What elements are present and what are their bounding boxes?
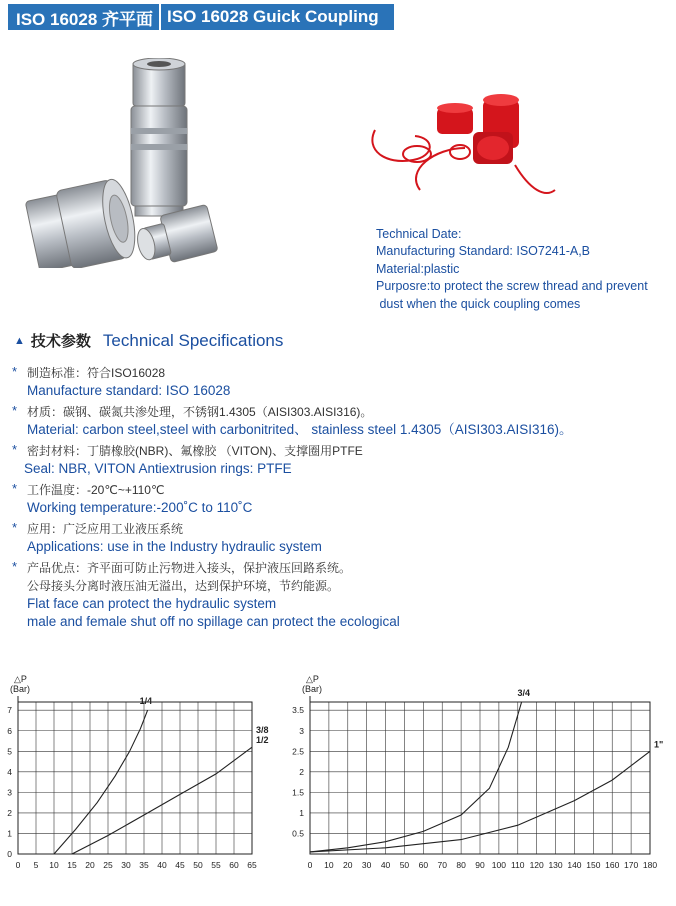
x-tick-label: 60 xyxy=(229,860,239,870)
spec-cn: 密封材料：丁腈橡胶(NBR)、氟橡胶 （VITON)、支撑圈用PTFE xyxy=(27,444,363,458)
y-tick-label: 2.5 xyxy=(292,746,304,757)
y-tick-label: 3.5 xyxy=(292,705,304,716)
x-tick-label: 30 xyxy=(121,860,131,870)
x-tick-label: 170 xyxy=(624,860,639,870)
y-tick-label: 3 xyxy=(7,787,12,798)
spec-en-2: male and female shut off no spillage can protect the ecological xyxy=(27,614,400,629)
x-tick-label: 10 xyxy=(324,860,334,870)
spec-item-standard xyxy=(12,364,672,400)
x-tick-label: 60 xyxy=(418,860,429,870)
y-tick-label: 6 xyxy=(7,725,12,736)
x-tick-label: 80 xyxy=(456,860,466,870)
spec-en: Working temperature:-200˚C to 110˚C xyxy=(27,500,253,515)
spec-item-advantages xyxy=(12,559,672,631)
x-tick-label: 10 xyxy=(49,860,59,870)
x-tick-label: 45 xyxy=(175,860,185,870)
x-tick-label: 20 xyxy=(343,860,353,870)
triangle-icon: ▲ xyxy=(14,334,25,347)
y-tick-label: 2 xyxy=(7,807,12,818)
asterisk-icon: * xyxy=(12,559,18,574)
tech-date-title: Technical Date: xyxy=(376,227,462,241)
series-label: 3/8 xyxy=(256,725,269,736)
x-tick-label: 180 xyxy=(642,860,658,870)
x-tick-label: 70 xyxy=(437,860,447,870)
x-tick-label: 5 xyxy=(33,860,39,870)
x-tick-label: 120 xyxy=(529,860,544,870)
spec-heading-cn: 技术参数 xyxy=(30,333,91,350)
x-tick-label: 90 xyxy=(475,860,485,870)
y-tick-label: 0 xyxy=(7,849,12,859)
y-tick-label: 1 xyxy=(7,828,12,839)
tech-date-purpose: Purposre:to protect the screw thread and prevent xyxy=(376,279,648,294)
y-axis-label: △P xyxy=(306,674,319,684)
spec-cn: 工作温度：-20℃~+110℃ xyxy=(27,483,165,497)
series-line xyxy=(310,702,522,852)
spec-cn: 材质：碳钢、碳氮共渗处理，不锈钢1.4305（AISI303.AISI316)。 xyxy=(27,405,373,419)
x-tick-label: 0 xyxy=(307,860,313,870)
spec-item-temperature xyxy=(12,481,672,517)
plot-frame xyxy=(18,702,252,854)
spec-list xyxy=(12,364,672,634)
asterisk-icon: * xyxy=(12,520,18,535)
series-label: 1/2 xyxy=(256,735,269,746)
spec-cn: 产品优点：齐平面可防止污物进入接头，保护液压回路系统。 xyxy=(27,561,352,575)
series-label: 1" xyxy=(654,739,664,750)
spec-heading xyxy=(14,330,283,351)
x-tick-label: 25 xyxy=(103,860,113,870)
spec-en: Manufacture standard: ISO 16028 xyxy=(27,383,231,398)
spec-cn: 应用：广泛应用工业液压系统 xyxy=(27,522,184,536)
spec-en: Material: carbon steel,steel with carbonitrited、 stainless steel 1.4305（AISI303.AISI316)。 xyxy=(27,422,573,437)
x-tick-label: 110 xyxy=(510,860,525,870)
page-header xyxy=(8,4,394,30)
coupling-product-photo xyxy=(15,58,225,268)
x-tick-label: 40 xyxy=(157,860,167,870)
asterisk-icon: * xyxy=(12,442,18,457)
y-tick-label: 7 xyxy=(7,705,12,716)
asterisk-icon: * xyxy=(12,403,18,418)
x-tick-label: 50 xyxy=(193,860,203,870)
x-tick-label: 100 xyxy=(491,860,506,870)
x-tick-label: 35 xyxy=(139,860,149,870)
y-tick-label: 0.5 xyxy=(292,828,304,839)
series-line xyxy=(54,710,148,854)
y-axis-unit: (Bar) xyxy=(302,684,322,694)
tech-date-purpose-cont: dust when the quick coupling comes xyxy=(376,296,581,311)
y-axis-unit: (Bar) xyxy=(10,684,30,694)
tech-date-material: Material:plastic xyxy=(376,261,460,276)
plastic-cap-photo xyxy=(365,90,560,205)
technical-date-block xyxy=(376,226,671,313)
spec-item-material xyxy=(12,403,672,439)
x-tick-label: 55 xyxy=(211,860,221,870)
spec-en: Flat face can protect the hydraulic system xyxy=(27,596,277,611)
header-title-en: ISO 16028 Guick Coupling xyxy=(167,7,379,26)
x-tick-label: 65 xyxy=(247,860,257,870)
tech-date-standard: Manufacturing Standard: ISO7241-A,B xyxy=(376,244,591,259)
y-tick-label: 1.5 xyxy=(292,787,304,798)
x-tick-label: 160 xyxy=(605,860,620,870)
x-tick-label: 30 xyxy=(361,860,372,870)
spec-item-applications xyxy=(12,520,672,556)
x-tick-label: 130 xyxy=(548,860,563,870)
spec-item-seal xyxy=(12,442,672,478)
x-tick-label: 15 xyxy=(67,860,77,870)
x-tick-label: 0 xyxy=(15,860,21,870)
spec-cn: 制造标准：符合ISO16028 xyxy=(27,366,166,380)
y-tick-label: 1 xyxy=(299,807,304,818)
x-tick-label: 40 xyxy=(380,860,391,870)
series-label: 1/4 xyxy=(139,696,153,707)
asterisk-icon: * xyxy=(12,364,18,379)
x-tick-label: 150 xyxy=(586,860,601,870)
spec-en: Applications: use in the Industry hydraulic system xyxy=(27,539,322,554)
spec-heading-en: Technical Specifications xyxy=(102,330,284,350)
x-tick-label: 50 xyxy=(399,860,410,870)
y-tick-label: 4 xyxy=(7,766,12,777)
asterisk-icon: * xyxy=(12,481,18,496)
x-tick-label: 140 xyxy=(567,860,582,870)
spec-cn-2: 公母接头分离时液压油无溢出，达到保护环境，节约能源。 xyxy=(27,579,340,593)
spec-en: Seal: NBR, VITON Antiextrusion rings: PTFE xyxy=(24,461,292,476)
pressure-drop-chart-small xyxy=(0,660,300,875)
pressure-drop-chart-large xyxy=(282,660,676,875)
y-axis-label: △P xyxy=(14,674,27,684)
series-label: 3/4 xyxy=(517,688,531,698)
x-tick-label: 20 xyxy=(85,860,95,870)
y-tick-label: 3 xyxy=(299,725,304,736)
header-title-cn: ISO 16028 齐平面 xyxy=(16,9,154,29)
y-tick-label: 2 xyxy=(299,766,304,777)
y-tick-label: 5 xyxy=(7,746,12,757)
